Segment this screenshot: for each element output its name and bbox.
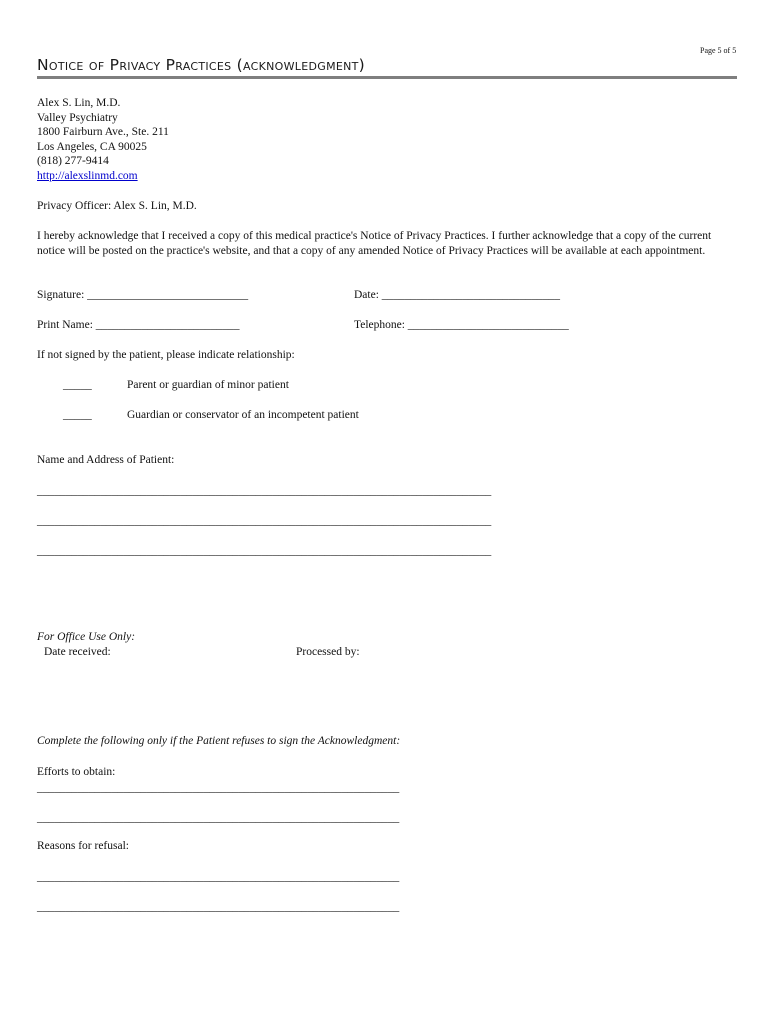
- phone-number: (818) 277-9414: [37, 155, 109, 168]
- telephone-field[interactable]: Telephone: ____________________________: [354, 319, 569, 331]
- city-state-zip: Los Angeles, CA 90025: [37, 140, 147, 153]
- provider-address-block: [37, 96, 169, 184]
- efforts-label: Efforts to obtain:: [37, 766, 116, 778]
- date-field[interactable]: Date: _______________________________: [354, 289, 561, 301]
- patient-address-label: Name and Address of Patient:: [37, 454, 175, 466]
- website-link[interactable]: http://alexslinmd.com: [37, 169, 138, 182]
- efforts-line-2[interactable]: _______________________________________________________________: [37, 812, 400, 824]
- street-address: 1800 Fairburn Ave., Ste. 211: [37, 126, 169, 139]
- privacy-officer: Privacy Officer: Alex S. Lin, M.D.: [37, 200, 197, 212]
- efforts-line-1[interactable]: _______________________________________________________________: [37, 782, 400, 794]
- patient-address-line-2[interactable]: _______________________________________________________________________________: [37, 515, 492, 527]
- relationship-prompt: If not signed by the patient, please indicate relationship:: [37, 349, 295, 361]
- patient-address-line-3[interactable]: _______________________________________________________________________________: [37, 545, 492, 557]
- patient-address-line-1[interactable]: _______________________________________________________________________________: [37, 485, 492, 497]
- reasons-label: Reasons for refusal:: [37, 840, 129, 852]
- document-title: Notice of Privacy Practices (acknowledgment): [37, 56, 366, 74]
- title-divider: [37, 76, 737, 79]
- provider-name: Alex S. Lin, M.D.: [37, 97, 121, 109]
- print-name-field[interactable]: Print Name: _________________________: [37, 319, 240, 331]
- relationship-option-guardian: Guardian or conservator of an incompetent patient: [127, 409, 359, 421]
- relationship-blank-1[interactable]: _____: [63, 379, 92, 391]
- relationship-option-parent: Parent or guardian of minor patient: [127, 379, 289, 391]
- refusal-heading: Complete the following only if the Patient refuses to sign the Acknowledgment:: [37, 735, 401, 747]
- reasons-line-1[interactable]: _______________________________________________________________: [37, 871, 400, 883]
- office-use-heading: For Office Use Only:: [37, 631, 136, 643]
- acknowledgment-paragraph: I hereby acknowledge that I received a copy of this medical practice's Notice of Privacy Practices. I further acknowledge that a copy of the current notice will be posted on the practice's website, and that a copy of any amended Notice of Privacy Practices will be available at each appointment.: [37, 230, 712, 257]
- signature-field[interactable]: Signature: ____________________________: [37, 289, 249, 301]
- page-number: Page 5 of 5: [700, 46, 737, 55]
- practice-name: Valley Psychiatry: [37, 111, 118, 124]
- relationship-blank-2[interactable]: _____: [63, 409, 92, 421]
- processed-by-label: Processed by:: [296, 646, 360, 658]
- reasons-line-2[interactable]: _______________________________________________________________: [37, 901, 400, 913]
- date-received-label: Date received:: [44, 646, 111, 658]
